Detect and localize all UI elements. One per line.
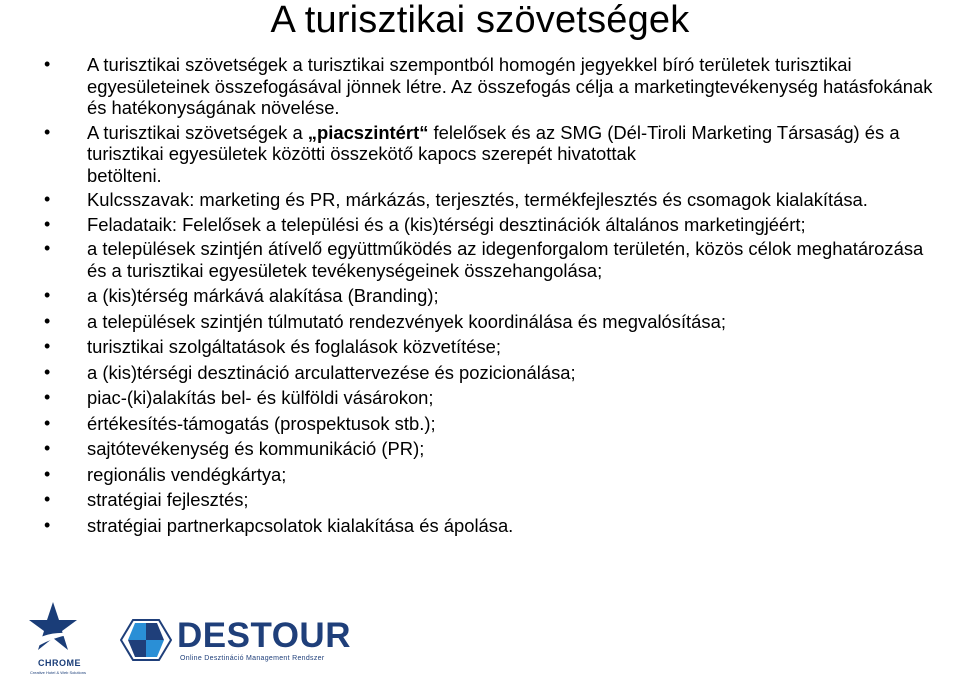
list-item: • A turisztikai szövetségek a turisztikai szempontból homogén jegyekkel bíró területek turisztikai egyesületeinek összefogásával jönnek létre. Az összefogás célja a marketingtevékenység hatásfokának és hatékonyságának növelése.: [44, 54, 933, 118]
list-item: • a települések szintjén túlmutató rendezvények koordinálása és megvalósítása;: [44, 310, 726, 332]
list-item: • A turisztikai szövetségek a „piacszintért“ felelősek és az SMG (Dél-Tiroli Marketing Társaság) és a turisztikai egyesületek közötti összekötő kapocs szerepét hivatottak: [44, 121, 900, 164]
destour-logo-name: DESTOUR: [177, 616, 351, 655]
list-item: • stratégiai partnerkapcsolatok kialakítása és ápolása.: [44, 514, 514, 536]
page-title: A turisztikai szövetségek: [270, 0, 690, 41]
list-item: • regionális vendégkártya;: [44, 463, 287, 485]
list-item: • értékesítés-támogatás (prospektusok stb.);: [44, 412, 436, 434]
destour-hexagon-icon: [120, 617, 172, 663]
chrome-logo-name: CHROME: [38, 658, 81, 668]
list-item: • turisztikai szolgáltatások és foglalások közvetítése;: [44, 336, 501, 357]
list-item: • sajtótevékenység és kommunikáció (PR);: [44, 438, 425, 459]
bullet-dot: •: [44, 336, 51, 356]
destour-logo-tagline: Online Desztináció Management Rendszer: [180, 655, 325, 662]
bullet-dot: •: [44, 489, 51, 509]
bullet-dot: •: [44, 514, 51, 535]
bullet-dot: •: [44, 412, 51, 433]
bullet-dot: •: [44, 438, 51, 458]
bullet-dot: •: [44, 310, 51, 331]
bullet-dot: •: [44, 238, 51, 258]
list-item: • a (kis)térség márkává alakítása (Branding);: [44, 285, 439, 306]
list-item: • a (kis)térségi desztináció arculattervezése és pozicionálása;: [44, 361, 576, 383]
list-item: • Kulcsszavak: marketing és PR, márkázás, terjesztés, termékfejlesztés és csomagok kialakítása.: [44, 189, 868, 210]
bullet-dot: •: [44, 213, 51, 234]
bullet-list: [43, 54, 943, 540]
list-item: • piac-(ki)alakítás bel- és külföldi vásárokon;: [44, 387, 434, 408]
bullet-dot: •: [44, 54, 51, 74]
bullet-dot: •: [44, 285, 51, 305]
list-item-continuation: betölteni.: [87, 164, 162, 186]
emphasis: „piacszintért“: [307, 121, 429, 143]
bullet-dot: •: [44, 189, 51, 209]
bullet-dot: •: [44, 463, 51, 484]
bullet-dot: •: [44, 361, 51, 382]
list-item: • Feladataik: Felelősek a települési és a (kis)térségi desztinációk általános marketingjéért;: [44, 213, 806, 235]
chrome-logo-subtitle: Creative Hotel & Web Solutions: [30, 670, 86, 675]
bullet-dot: •: [44, 121, 51, 142]
list-item: • stratégiai fejlesztés;: [44, 489, 249, 510]
list-item: • a települések szintjén átívelő együttműködés az idegenforgalom területén, közös célok meghatározása és a turisztikai egyesületek tevékenységeinek összehangolása;: [44, 238, 924, 281]
chrome-star-icon: [28, 600, 78, 658]
bullet-dot: •: [44, 387, 51, 407]
